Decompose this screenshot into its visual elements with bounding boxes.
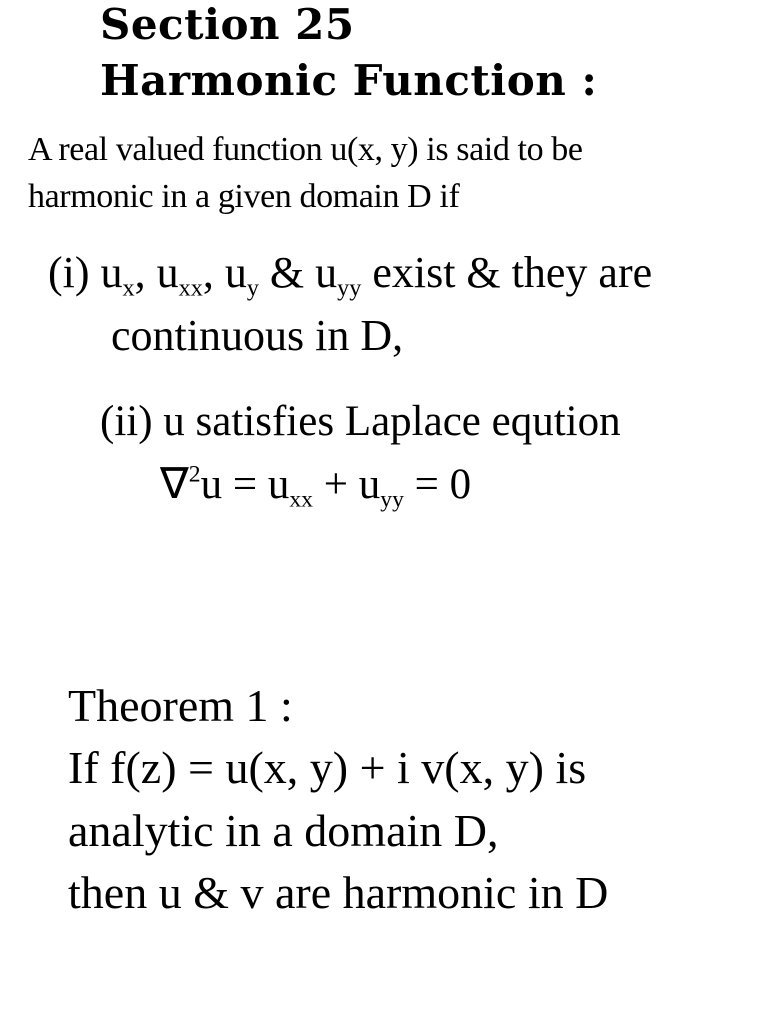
heading: Harmonic Function : bbox=[100, 56, 598, 105]
cond1-sub-y: y bbox=[246, 274, 259, 302]
nabla-symbol: ∇ bbox=[160, 461, 189, 508]
intro-line-2: harmonic in a given domain D if bbox=[28, 178, 460, 215]
laplace-plus: + u bbox=[313, 461, 381, 508]
cond1-amp: & u bbox=[258, 248, 338, 297]
laplace-end: = 0 bbox=[403, 461, 472, 508]
theorem-line-2: analytic in a domain D, bbox=[68, 805, 499, 856]
cond1-tail: exist & they are bbox=[361, 248, 653, 297]
laplace-equation bbox=[160, 461, 472, 513]
theorem-title: Theorem 1 : bbox=[68, 680, 293, 731]
cond1-sub-yy: yy bbox=[337, 274, 362, 302]
laplace-sub-xx: xx bbox=[289, 486, 313, 513]
theorem-line-1: If f(z) = u(x, y) + i v(x, y) is bbox=[68, 742, 587, 793]
condition-1 bbox=[48, 248, 653, 302]
laplace-mid: u = u bbox=[200, 461, 290, 508]
cond1-sub-x: x bbox=[122, 274, 135, 302]
intro-line-1: A real valued function u(x, y) is said to be bbox=[28, 131, 583, 168]
condition-1-line-2: continuous in D, bbox=[111, 311, 404, 360]
theorem-line-3: then u & v are harmonic in D bbox=[68, 867, 609, 918]
laplace-sub-yy: yy bbox=[380, 486, 404, 513]
condition-2: (ii) u satisfies Laplace eqution bbox=[100, 398, 621, 445]
cond1-u2: , u bbox=[134, 248, 179, 297]
cond1-u3: , u bbox=[202, 248, 247, 297]
section-title: Section 25 bbox=[100, 0, 355, 49]
cond1-prefix: (i) u bbox=[48, 248, 123, 297]
cond1-sub-xx: xx bbox=[178, 274, 203, 302]
laplace-exponent: 2 bbox=[188, 461, 201, 488]
